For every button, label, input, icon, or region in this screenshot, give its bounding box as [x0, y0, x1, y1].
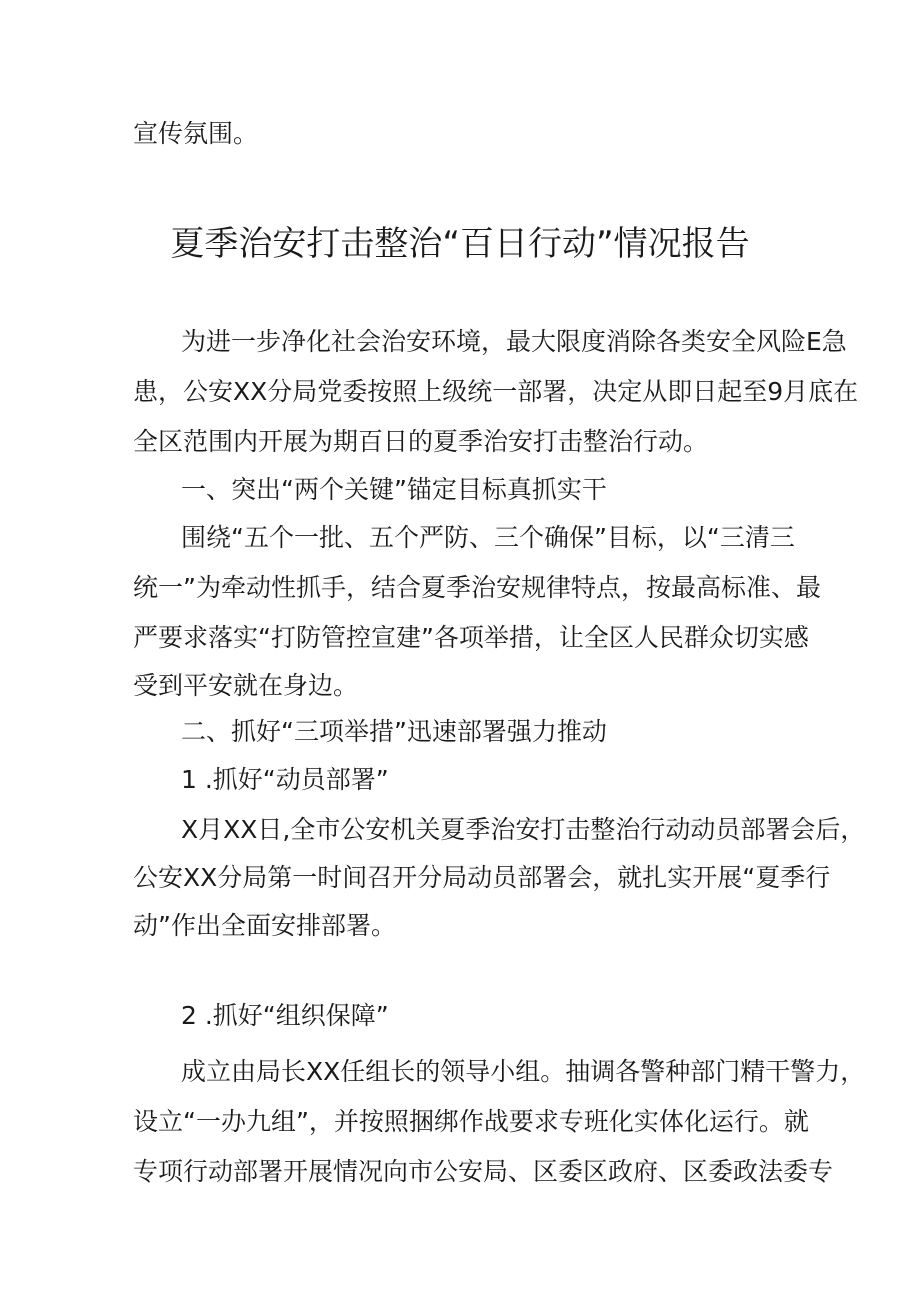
intro-line-3: 全区范围内开展为期百日的夏季治安打击整治行动。	[133, 427, 709, 456]
subsection-1-line-3: 动”作出全面安排部署。	[133, 911, 396, 940]
section-1-line-4: 受到平安就在身边。	[133, 671, 359, 700]
subsection-2-line-2: 设立“一办九组”，并按照捆绑作战要求专班化实体化运行。就	[133, 1107, 809, 1136]
subsection-1-line-1: X月XX日,全市公安机关夏季治安打击整治行动动员部署会后，	[181, 815, 866, 844]
section-2-heading: 二、抓好“三项举措”迅速部署强力推动	[181, 717, 607, 746]
subsection-2-heading: 2 .抓好“组织保障”	[181, 1001, 389, 1030]
intro-line-2: 患，公安XX分局党委按照上级统一部署，决定从即日起至9月底在	[133, 377, 859, 406]
section-1-line-1: 围绕“五个一批、五个严防、三个确保”目标，以“三清三	[181, 523, 795, 552]
subsection-2-line-3: 专项行动部署开展情况向市公安局、区委区政府、区委政法委专	[133, 1157, 834, 1186]
subsection-1-line-2: 公安XX分局第一时间召开分局动员部署会，就扎实开展“夏季行	[133, 863, 831, 892]
section-1-line-2: 统一”为牵动性抓手，结合夏季治安规律特点，按最高标准、最	[133, 573, 821, 602]
subsection-2-line-1: 成立由局长XX任组长的领导小组。抽调各警种部门精干警力，	[181, 1057, 866, 1086]
section-1-heading: 一、突出“两个关键”锚定目标真抓实干	[181, 475, 607, 504]
report-title: 夏季治安打击整治“百日行动”情况报告	[170, 224, 750, 264]
subsection-1-heading: 1 .抓好“动员部署”	[181, 765, 389, 794]
intro-line-1: 为进一步净化社会治安环境，最大限度消除各类安全风险E急	[181, 327, 847, 356]
section-1-line-3: 严要求落实“打防管控宣建”各项举措，让全区人民群众切实感	[133, 623, 809, 652]
carryover-line: 宣传氛围。	[133, 119, 259, 148]
